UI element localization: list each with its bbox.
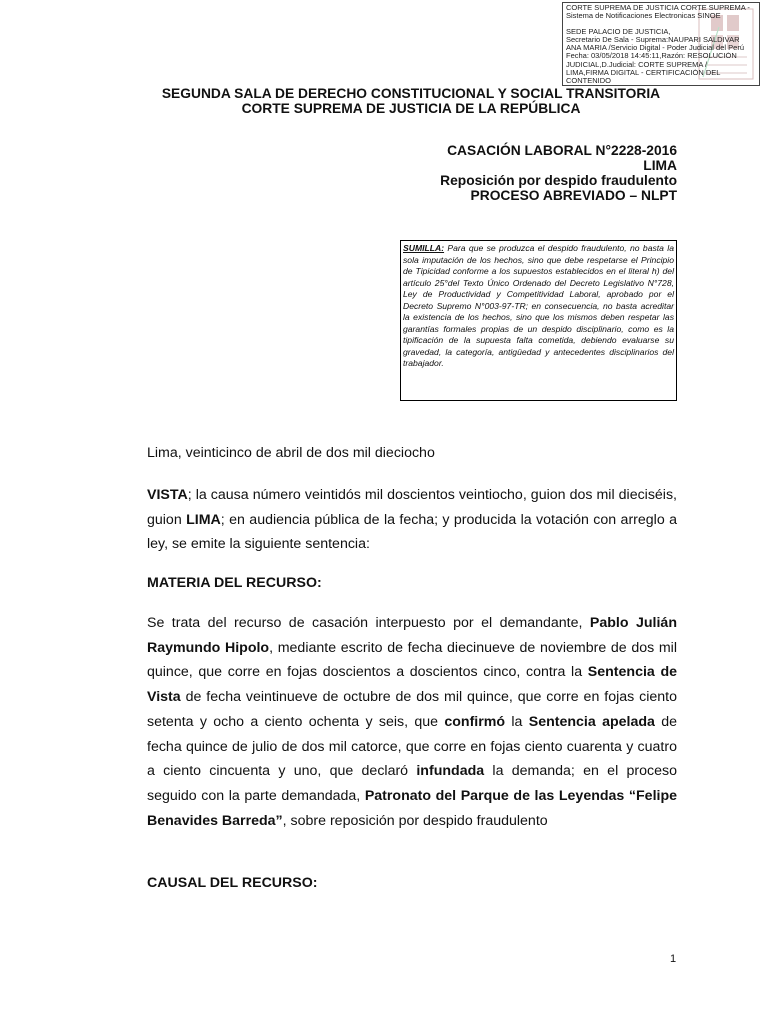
court-line-2: CORTE SUPREMA DE JUSTICIA DE LA REPÚBLICA	[241, 101, 581, 116]
sumilla-text: Para que se produzca el despido fraudulento, no basta la sola imputación de los hechos, sino que debe respetarse el Principio de Tipicidad conforme a los supuestos establecidos en el literal h) del artículo 25°del Texto Único Ordenado del Decreto Legislativo N°728, Ley de Productividad y Competitividad Laboral, aprobado por el Decreto Supremo N°003-97-TR; en consecuencia, no basta acreditar la existencia de los hechos, sino que los mismos deben respetar las garantías formales propias de un despido disciplinario, como es la tipificación de la supuesta falta cometida, debiendo evaluarse su gravedad, la categoría, antigüedad y antecedentes disciplinarios del trabajador.	[403, 243, 674, 369]
sentencia-apelada: Sentencia apelada	[528, 713, 655, 730]
stamp-line: Secretario De Sala - Suprema:NAUPARI SALDIVAR	[566, 36, 740, 45]
digital-signature-stamp	[562, 2, 760, 86]
stamp-line: JUDICIAL,D.Judicial: CORTE SUPREMA /	[566, 60, 708, 69]
stamp-line: LIMA,FIRMA DIGITAL - CERTIFICACIÓN DEL	[566, 68, 721, 77]
vista-paragraph	[147, 483, 677, 557]
vista-city: LIMA	[186, 511, 221, 528]
materia-text-7: , sobre reposición por despido fraudulento	[282, 812, 548, 829]
materia-paragraph	[147, 611, 677, 833]
court-heading	[0, 86, 768, 116]
defendant-name: Patronato del Parque de las Leyendas “Felipe Benavides Barreda”	[147, 787, 678, 829]
date-line	[147, 441, 677, 466]
materia-heading: MATERIA DEL RECURSO:	[147, 575, 322, 591]
vista-label: VISTA	[147, 487, 188, 503]
sumilla-label: SUMILLA:	[403, 243, 445, 253]
confirmo: confirmó	[444, 713, 506, 730]
materia-text-4: la	[505, 713, 529, 730]
stamp-line: CONTENIDO	[566, 76, 611, 85]
stamp-line: Sistema de Notificaciones Electronicas SINOE	[566, 12, 721, 21]
case-number: CASACIÓN LABORAL N°2228-2016	[447, 143, 677, 158]
case-subject: Reposición por despido fraudulento	[440, 173, 677, 188]
case-info	[440, 143, 677, 203]
date-text: Lima, veinticinco de abril de dos mil dieciocho	[147, 445, 435, 461]
materia-text-2: , mediante escrito de fecha diecinueve de noviembre de dos mil quince, que corre en fojas doscientos a doscientos cinco, contra la	[147, 639, 677, 681]
causal-heading: CAUSAL DEL RECURSO:	[147, 875, 318, 891]
case-process: PROCESO ABREVIADO – NLPT	[470, 188, 677, 203]
materia-text-6: la demanda; en el proceso seguido con la parte demandada,	[147, 763, 677, 804]
stamp-line: ANA MARIA /Servicio Digital - Poder Judicial del Perú	[566, 44, 744, 53]
stamp-line	[566, 20, 756, 28]
sumilla-box	[400, 240, 677, 401]
materia-text-5: de fecha quince de julio de dos mil catorce, que corre en fojas ciento cuarenta y cuatro a ciento cincuenta y uno, que declaró	[147, 713, 677, 780]
materia-text-3: de fecha veintinueve de octubre de dos mil quince, que corre en fojas ciento setenta y ocho a ciento ochenta y seis, que	[147, 689, 677, 730]
infundada: infundada	[416, 763, 485, 780]
sentencia-vista: Sentencia de Vista	[147, 664, 677, 706]
stamp-line: Fecha: 03/05/2018 14:45:11,Razón: RESOLUCIÓN	[566, 52, 737, 61]
case-city: LIMA	[643, 158, 677, 173]
court-line-1: SEGUNDA SALA DE DERECHO CONSTITUCIONAL Y SOCIAL TRANSITORIA	[161, 86, 661, 101]
page-number: 1	[670, 953, 677, 965]
stamp-line: SEDE PALACIO DE JUSTICIA,	[566, 28, 671, 37]
materia-text-1: Se trata del recurso de casación interpuesto por el demandante,	[147, 615, 590, 631]
stamp-line: CORTE SUPREMA DE JUSTICIA CORTE SUPREMA -	[566, 4, 750, 12]
stamp-text	[563, 3, 759, 86]
vista-text-2: ; en audiencia pública de la fecha; y producida la votación con arreglo a ley, se emite la siguiente sentencia:	[147, 511, 678, 553]
vista-text-1: ; la causa número veintidós mil doscientos veintiocho, guion dos mil dieciséis, guion	[147, 487, 677, 528]
plaintiff-name: Pablo Julián Raymundo Hipolo	[147, 615, 677, 656]
